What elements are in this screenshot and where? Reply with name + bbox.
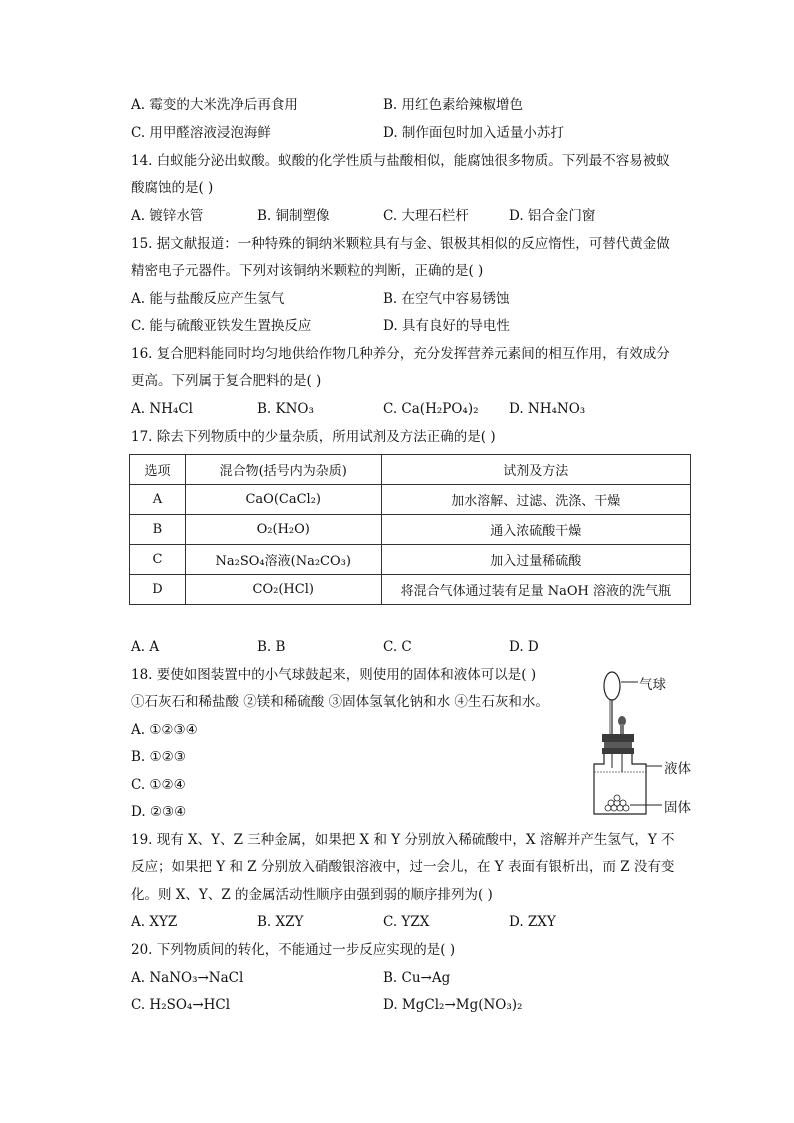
table-header-cell: 试剂及方法 <box>381 455 690 485</box>
table-cell: A <box>130 485 186 515</box>
q20-option-c: C. H₂SO₄→HCl <box>131 997 231 1013</box>
q15-stem-line1: 15. 据文献报道：一种特殊的铜纳米颗粒具有与金、银极其相似的反应惰性，可替代黄金做 <box>131 236 670 252</box>
q19-stem-line2: 反应；如果把 Y 和 Z 分别放入硝酸银溶液中，过一会儿，在 Y 表面有银析出，而 Z 没有变 <box>131 859 675 875</box>
table-row <box>130 485 691 515</box>
table-row <box>130 515 691 545</box>
q14-option-c: C. 大理石栏杆 <box>383 208 469 224</box>
q17-stem: 17. 除去下列物质中的少量杂质，所用试剂及方法正确的是( ) <box>131 429 496 445</box>
table-row <box>130 575 691 605</box>
q15-option-a: A. 能与盐酸反应产生氢气 <box>131 291 285 307</box>
q17-option-b: B. B <box>257 639 286 655</box>
balloon-apparatus-figure <box>588 668 708 818</box>
q13-option-c: C. 用甲醛溶液浸泡海鲜 <box>131 125 271 141</box>
q13-option-d: D. 制作面包时加入适量小苏打 <box>383 125 564 141</box>
table-cell: CO₂(HCl) <box>185 575 381 605</box>
q16-option-c: C. Ca(H₂PO₄)₂ <box>383 401 479 417</box>
q19-option-d: D. ZXY <box>509 914 556 930</box>
q19-stem-line3: 化。则 X、Y、Z 的金属活动性顺序由强到弱的顺序排列为( ) <box>131 887 493 903</box>
q16-stem-line1: 16. 复合肥料能同时均匀地供给作物几种养分，充分发挥营养元素间的相互作用，有效成分 <box>131 346 670 362</box>
table-header-cell: 选项 <box>130 455 186 485</box>
table-cell: D <box>130 575 186 605</box>
q20-option-a: A. NaNO₃→NaCl <box>131 970 244 986</box>
q17-option-d: D. D <box>509 639 539 655</box>
q19-option-c: C. YZX <box>383 914 430 930</box>
q13-option-b: B. 用红色素给辣椒增色 <box>383 97 524 113</box>
table-header-cell: 混合物(括号内为杂质) <box>185 455 381 485</box>
q14-option-b: B. 铜制塑像 <box>257 208 330 224</box>
table-cell: 将混合气体通过装有足量 NaOH 溶液的洗气瓶 <box>381 575 690 605</box>
q18-option-b: B. ①②③ <box>131 749 186 765</box>
table-cell: Na₂SO₄溶液(Na₂CO₃) <box>185 545 381 575</box>
q19-option-b: B. XZY <box>257 914 304 930</box>
q17-option-a: A. A <box>131 639 160 655</box>
q20-option-b: B. Cu→Ag <box>383 970 451 986</box>
table-cell: CaO(CaCl₂) <box>185 485 381 515</box>
q16-option-b: B. KNO₃ <box>257 401 314 417</box>
q16-option-a: A. NH₄Cl <box>131 401 193 417</box>
table-header-row <box>130 455 691 485</box>
table-cell: 加入过量稀硫酸 <box>381 545 690 575</box>
balloon-label: 气球 <box>639 677 666 693</box>
q16-stem-line2: 更高。下列属于复合肥料的是( ) <box>131 373 322 389</box>
table-cell: O₂(H₂O) <box>185 515 381 545</box>
table-cell: C <box>130 545 186 575</box>
table-row <box>130 545 691 575</box>
q18-option-d: D. ②③④ <box>131 804 187 820</box>
q14-stem-line1: 14. 白蚁能分泌出蚁酸。蚁酸的化学性质与盐酸相似，能腐蚀很多物质。下列最不容易被蚁 <box>131 153 670 169</box>
q17-table <box>129 454 691 605</box>
q18-stem-line1: 18. 要使如图装置中的小气球鼓起来，则使用的固体和液体可以是( ) <box>131 667 537 683</box>
q20-stem: 20. 下列物质间的转化，不能通过一步反应实现的是( ) <box>131 942 456 958</box>
q13-option-a: A. 霉变的大米洗净后再食用 <box>131 97 298 113</box>
q18-stem-line2: ①石灰石和稀盐酸 ②镁和稀硫酸 ③固体氢氧化钠和水 ④生石灰和水。 <box>131 694 549 710</box>
liquid-label: 液体 <box>664 761 691 777</box>
q15-option-b: B. 在空气中容易锈蚀 <box>383 291 510 307</box>
q15-option-c: C. 能与硫酸亚铁发生置换反应 <box>131 318 312 334</box>
q15-option-d: D. 具有良好的导电性 <box>383 318 510 334</box>
table-cell: B <box>130 515 186 545</box>
table-cell: 通入浓硫酸干燥 <box>381 515 690 545</box>
table-cell: 加水溶解、过滤、洗涤、干燥 <box>381 485 690 515</box>
q19-option-a: A. XYZ <box>131 914 178 930</box>
q14-option-d: D. 铝合金门窗 <box>509 208 596 224</box>
q17-option-c: C. C <box>383 639 412 655</box>
q16-option-d: D. NH₄NO₃ <box>509 401 586 417</box>
q18-option-a: A. ①②③④ <box>131 722 198 738</box>
q19-stem-line1: 19. 现有 X、Y、Z 三种金属，如果把 X 和 Y 分别放入稀硫酸中，X 溶解并产生氢气，Y 不 <box>131 832 675 848</box>
q20-option-d: D. MgCl₂→Mg(NO₃)₂ <box>383 997 523 1013</box>
solid-label: 固体 <box>664 800 691 816</box>
q15-stem-line2: 精密电子元器件。下列对该铜纳米颗粒的判断，正确的是( ) <box>131 263 484 279</box>
q14-option-a: A. 镀锌水管 <box>131 208 204 224</box>
q18-option-c: C. ①②④ <box>131 777 186 793</box>
q14-stem-line2: 酸腐蚀的是( ) <box>131 180 214 196</box>
